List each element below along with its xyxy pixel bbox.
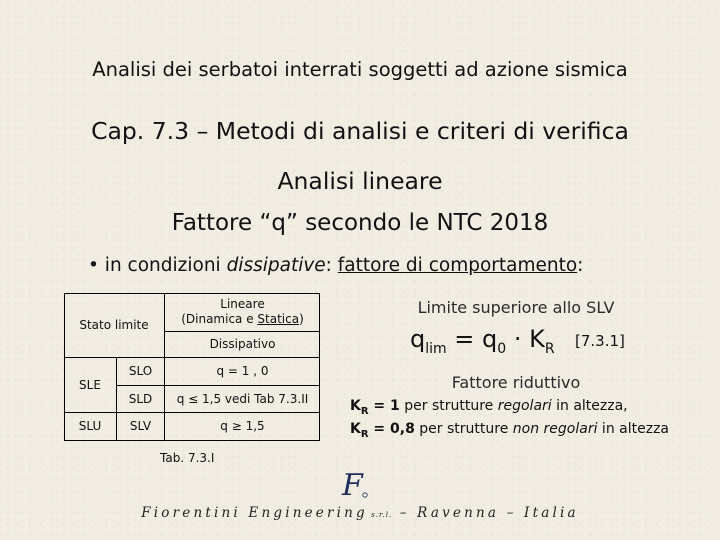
slide-title-line3: Analisi lineare [277,167,443,195]
formula-reference: [7.3.1] [575,332,625,350]
bullet-end: : [577,255,584,276]
company-footer: Fiorentini Engineering s.r.l. – Ravenna – Italia [141,505,579,521]
table-header-dissipativo: Dissipativo [209,337,276,351]
table-header-lineare [165,293,320,331]
bullet-point [88,255,583,276]
slide-title-line4: Fattore “q” secondo le NTC 2018 [171,210,549,236]
table-value-sld: q ≤ 1,5 vedi Tab 7.3.II [176,391,309,406]
bullet-prefix: in condizioni [98,255,227,276]
table-header-lineare-line2: (Dinamica e Statica) [181,312,304,326]
kr-regolari-line: $K_R = 1$ per strutture regolari in altezza, [350,398,628,417]
limite-superiore-label: Limite superiore allo SLV [417,298,615,317]
table-state-slv: SLV [129,419,152,433]
slide-title-line1: Analisi dei serbatoi interrati soggetti ad azione sismica [92,58,628,81]
qlim-formula: $q_{lim} = q_0 \cdot K_R$ [410,325,555,357]
table-state-slo: SLO [128,364,153,378]
bullet-underlined: fattore di comportamento [337,255,578,276]
kr-non-regolari-line: $K_R = 0,8$ per strutture non regolari in altezza [350,421,669,440]
logo-letter: F [342,468,363,502]
bullet-italic-word: dissipative [226,255,326,276]
table-value-slv: q ≥ 1,5 [220,419,265,433]
table-value-slo: q = 1 , 0 [216,364,269,378]
table-caption: Tab. 7.3.I [160,451,215,465]
table-group-slu: SLU [78,419,102,433]
table-header-lineare-line1: Lineare [220,297,265,311]
slide-title-line2: Cap. 7.3 – Metodi di analisi e criteri di verifica [91,117,629,145]
fattore-riduttivo-label: Fattore riduttivo [451,373,581,392]
bullet-colon: : [325,255,338,276]
behavior-factor-table [64,293,320,441]
table-border-bottom [64,440,320,441]
table-state-sld: SLD [128,391,153,406]
company-logo [336,468,376,502]
bullet-symbol: • [88,255,99,276]
table-header-stato-limite: Stato limite [79,317,149,332]
table-group-sle: SLE [79,377,101,392]
